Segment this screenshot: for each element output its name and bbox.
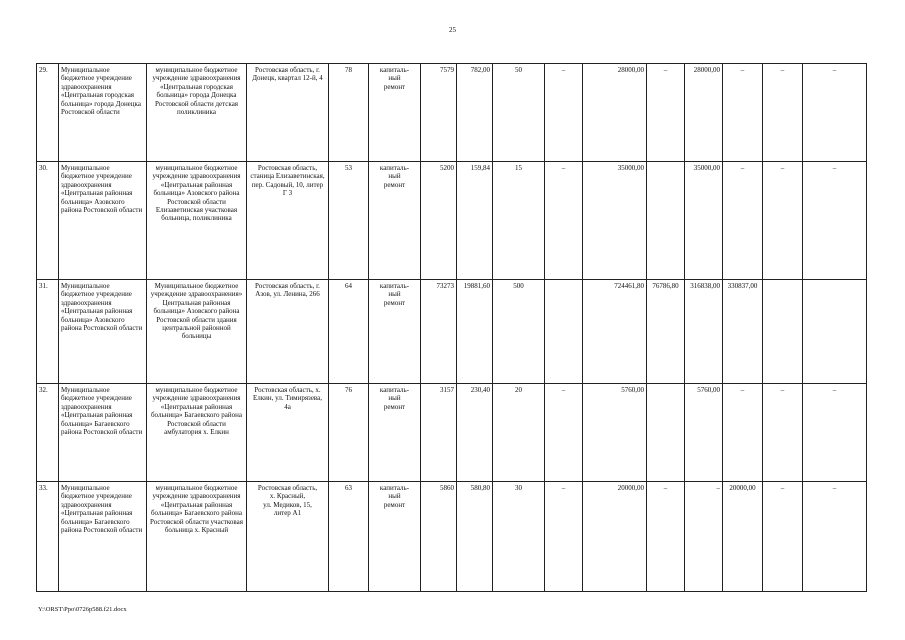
cell-customer: Муниципальное бюджетное учреждение здравоохранения «Центральная районная больница» Азовского района Ростовской области: [59, 280, 147, 384]
cell-c14: [763, 280, 803, 384]
cell-c8: 30: [493, 482, 545, 592]
file-path-footer: Y:\ORST\Ppo\0726p588.f21.docx: [38, 606, 127, 613]
cell-c11: [647, 384, 685, 482]
cell-c9: –: [545, 482, 583, 592]
cell-c4: 64: [329, 280, 369, 384]
cell-object: Муниципальное бюджетное учреждение здравоохранения» Центральная районная больница» Азовского района Ростовской области здания центральной районной больницы: [147, 280, 247, 384]
cell-num: 31.: [37, 280, 59, 384]
cell-c14: –: [763, 64, 803, 162]
cell-c13: 20000,00: [723, 482, 763, 592]
cell-c8: 20: [493, 384, 545, 482]
cell-c9: –: [545, 162, 583, 280]
cell-c15: [803, 280, 867, 384]
cell-c13: –: [723, 64, 763, 162]
cell-c9: –: [545, 384, 583, 482]
cell-c14: –: [763, 162, 803, 280]
cell-c7: 159,84: [457, 162, 493, 280]
cell-address: Ростовская область, г. Азов, ул. Ленина, 266: [247, 280, 329, 384]
cell-num: 29.: [37, 64, 59, 162]
cell-c10: 5760,00: [583, 384, 647, 482]
cell-c7: 580,80: [457, 482, 493, 592]
cell-c4: 78: [329, 64, 369, 162]
cell-c12: 316838,00: [685, 280, 723, 384]
cell-address: Ростовская область, г. Донецк, квартал 12-й, 4: [247, 64, 329, 162]
cell-c4: 76: [329, 384, 369, 482]
cell-c8: 15: [493, 162, 545, 280]
cell-c11: –: [647, 64, 685, 162]
cell-c6: 5200: [421, 162, 457, 280]
cell-customer: Муниципальное бюджетное учреждение здравоохранения «Центральная районная больница» Багаевского района Ростовской области: [59, 384, 147, 482]
cell-c13: 330837,00: [723, 280, 763, 384]
table-row: [37, 162, 867, 280]
cell-customer: Муниципальное бюджетное учреждение здравоохранения «Центральная районная больница» Азовского района Ростовской области: [59, 162, 147, 280]
cell-customer: Муниципальное бюджетное учреждение здравоохранения «Центральная районная больница» Багаевского района Ростовской области: [59, 482, 147, 592]
cell-num: 30.: [37, 162, 59, 280]
cell-c6: 73273: [421, 280, 457, 384]
cell-work: капиталь- ный ремонт: [369, 162, 421, 280]
cell-c11: 76786,80: [647, 280, 685, 384]
cell-work: капиталь- ный ремонт: [369, 64, 421, 162]
cell-c10: 35000,00: [583, 162, 647, 280]
cell-c7: 19881,60: [457, 280, 493, 384]
cell-c12: 28000,00: [685, 64, 723, 162]
cell-num: 32.: [37, 384, 59, 482]
cell-work: капиталь- ный ремонт: [369, 384, 421, 482]
cell-c13: –: [723, 162, 763, 280]
cell-c15: –: [803, 384, 867, 482]
cell-address: Ростовская область, х. Елкин, ул. Тимирязева, 4а: [247, 384, 329, 482]
cell-c10: 20000,00: [583, 482, 647, 592]
cell-c4: 63: [329, 482, 369, 592]
cell-c14: –: [763, 384, 803, 482]
cell-c15: –: [803, 482, 867, 592]
cell-c9: [545, 280, 583, 384]
cell-c15: –: [803, 162, 867, 280]
cell-work: капиталь- ный ремонт: [369, 482, 421, 592]
cell-c15: –: [803, 64, 867, 162]
capital-repair-table: [36, 63, 867, 592]
cell-c6: 5860: [421, 482, 457, 592]
cell-c9: –: [545, 64, 583, 162]
cell-c11: –: [647, 482, 685, 592]
cell-c12: –: [685, 482, 723, 592]
cell-object: муниципальное бюджетное учреждение здравоохранения «Центральная районная больница» Багаевского района Ростовской области амбулатория х. Елкин: [147, 384, 247, 482]
cell-c4: 53: [329, 162, 369, 280]
cell-c13: –: [723, 384, 763, 482]
cell-c12: 35000,00: [685, 162, 723, 280]
cell-c12: 5760,00: [685, 384, 723, 482]
cell-c7: 782,00: [457, 64, 493, 162]
cell-c7: 230,40: [457, 384, 493, 482]
table-row: [37, 280, 867, 384]
cell-object: муниципальное бюджетное учреждение здравоохранения «Центральная районная больница» Багаевского района Ростовской области участковая больница х. Красный: [147, 482, 247, 592]
cell-customer: Муниципальное бюджетное учреждение здравоохранения «Центральная городская больница» города Донецка Ростовской области: [59, 64, 147, 162]
cell-c8: 500: [493, 280, 545, 384]
cell-c8: 50: [493, 64, 545, 162]
cell-work: капиталь- ный ремонт: [369, 280, 421, 384]
cell-num: 33.: [37, 482, 59, 592]
page-number: 25: [449, 26, 456, 34]
cell-address: Ростовская область, х. Красный, ул. Медиков, 15, литер А1: [247, 482, 329, 592]
cell-object: муниципальное бюджетное учреждение здравоохранения «Центральная районная больница» Азовского района Ростовской области Елизаветинская участковая больница, поликлиника: [147, 162, 247, 280]
cell-c6: 7579: [421, 64, 457, 162]
cell-c6: 3157: [421, 384, 457, 482]
cell-c14: –: [763, 482, 803, 592]
table-row: [37, 384, 867, 482]
cell-object: муниципальное бюджетное учреждение здравоохранения «Центральная городская больница» города Донецка Ростовской области детская поликлиника: [147, 64, 247, 162]
table-row: [37, 482, 867, 592]
cell-c11: [647, 162, 685, 280]
table-row: [37, 64, 867, 162]
cell-c10: 28000,00: [583, 64, 647, 162]
cell-address: Ростовская область, станица Елизаветинская, пер. Садовый, 10, литер Г 3: [247, 162, 329, 280]
cell-c10: 724461,80: [583, 280, 647, 384]
